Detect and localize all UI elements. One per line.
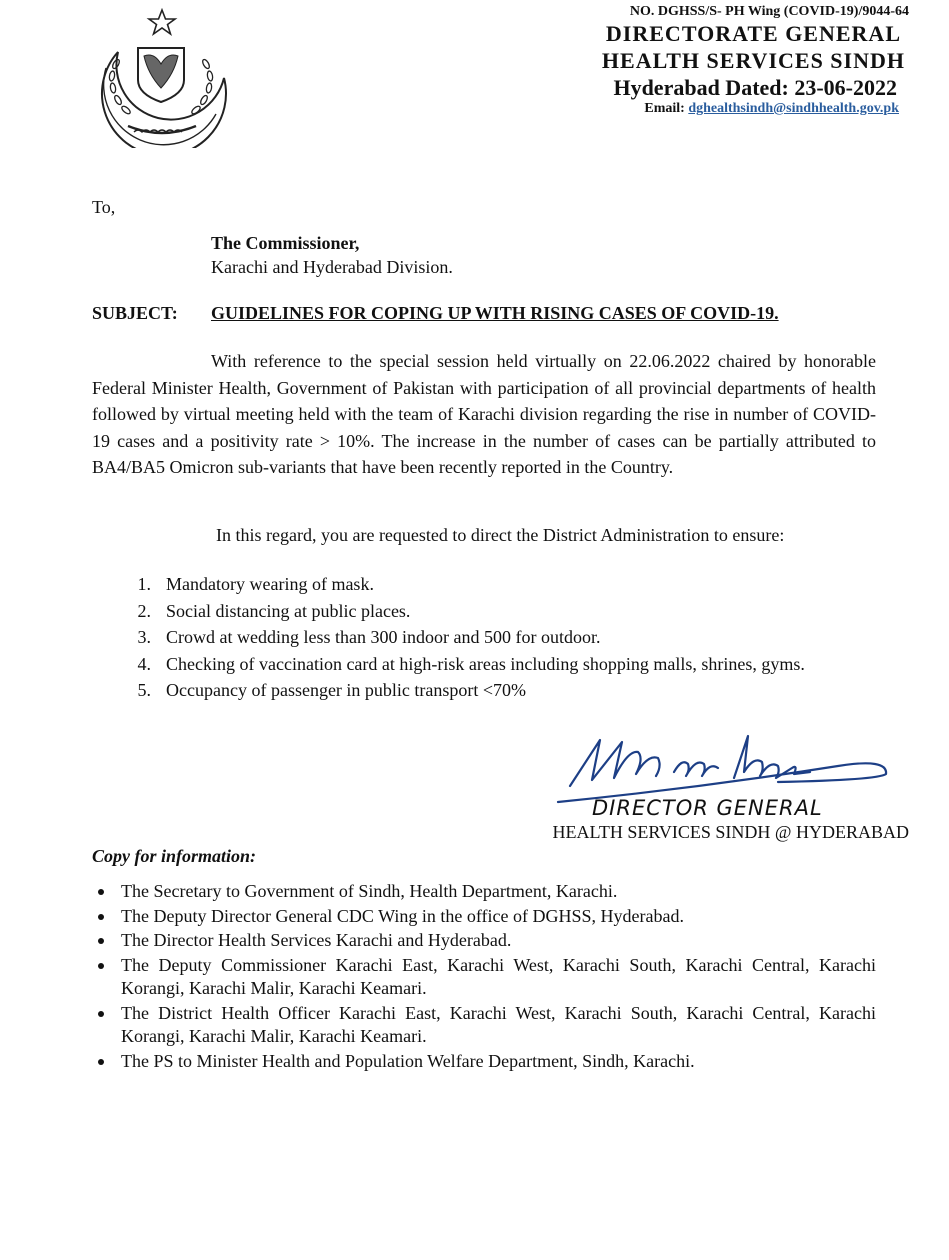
list-item (92, 677, 805, 704)
list-number: 4. (137, 653, 151, 674)
list-text: Social distancing at public places. (166, 600, 411, 621)
list-text: Checking of vaccination card at high-risk areas including shopping malls, shrines, gyms. (166, 653, 805, 674)
recipient-text: The Secretary to Government of Sindh, Health Department, Karachi. (121, 881, 618, 901)
letter-date: Hyderabad Dated: 23-06-2022 (613, 75, 897, 100)
email-link[interactable]: dghealthsindh@sindhhealth.gov.pk (688, 101, 899, 116)
bullet-icon (98, 889, 104, 895)
reference-number: NO. DGHSS/S- PH Wing (COVID-19)/9044-64 (629, 4, 909, 19)
list-number: 5. (137, 680, 151, 700)
list-number: 3. (137, 627, 151, 647)
bullet-icon (98, 914, 104, 920)
list-item (92, 598, 805, 625)
subject-label: SUBJECT: (92, 303, 178, 323)
bullet-icon (98, 1011, 104, 1017)
list-text: Crowd at wedding less than 300 indoor and 500 for outdoor. (166, 627, 601, 647)
bullet-icon (98, 938, 104, 944)
list-item (92, 880, 876, 904)
list-item (92, 624, 805, 651)
list-number: 1. (137, 574, 151, 594)
list-item (92, 1002, 876, 1049)
list-item (92, 929, 876, 953)
email-label: Email: (644, 101, 685, 116)
subject-text: GUIDELINES FOR COPING UP WITH RISING CASES OF COVID-19. (211, 303, 779, 323)
list-item (92, 571, 805, 598)
list-item (92, 1050, 876, 1074)
addressee: The Commissioner, (211, 233, 360, 253)
bullet-icon (98, 1059, 104, 1065)
list-text: Mandatory wearing of mask. (166, 574, 374, 594)
government-of-sindh-emblem (88, 8, 236, 148)
email-line (644, 101, 899, 117)
list-text: Occupancy of passenger in public transport <70% (166, 680, 527, 700)
list-item (92, 905, 876, 929)
salutation-to: To, (92, 197, 116, 217)
list-item (92, 954, 876, 1001)
recipient-text: The PS to Minister Health and Population Welfare Department, Sindh, Karachi. (121, 1050, 695, 1071)
recipient-text: The Deputy Commissioner Karachi East, Karachi West, Karachi South, Karachi Central, Karachi Korangi, Karachi Malir, Karachi Keamari. (121, 954, 876, 998)
copy-heading: Copy for information: (92, 846, 257, 866)
list-number: 2. (137, 600, 151, 621)
measures-list (92, 571, 805, 704)
recipient-text: The District Health Officer Karachi East, Karachi West, Karachi South, Karachi Central, Karachi Korangi, Karachi Malir, Karachi Keamari. (121, 1002, 876, 1046)
bullet-icon (98, 963, 104, 969)
signatory-org: HEALTH SERVICES SINDH @ HYDERABAD (552, 822, 909, 842)
copy-recipients-list (92, 880, 876, 1074)
org-name-line2: HEALTH SERVICES SINDH (601, 48, 905, 73)
body-paragraph-1: With reference to the special session held virtually on 22.06.2022 chaired by honorable Federal Minister Health, Government of Pakistan with participation of all provincial departments of health followed by virtual meeting held with the team of Karachi division regarding the rise in number of COVID-19 cases and a positivity rate > 10%. The increase in the number of cases can be partially attributed to BA4/BA5 Omicron sub-variants that have been recently reported in the Country. (92, 351, 876, 477)
recipient-text: The Deputy Director General CDC Wing in the office of DGHSS, Hyderabad. (121, 905, 684, 926)
addressee-line2: Karachi and Hyderabad Division. (211, 257, 453, 277)
body-paragraph-2: In this regard, you are requested to direct the District Administration to ensure: (216, 525, 785, 545)
org-name-line1: DIRECTORATE GENERAL (605, 21, 901, 46)
recipient-text: The Director Health Services Karachi and Hyderabad. (121, 930, 512, 950)
signatory-title: DIRECTOR GENERAL (592, 796, 823, 820)
list-item (92, 651, 805, 678)
